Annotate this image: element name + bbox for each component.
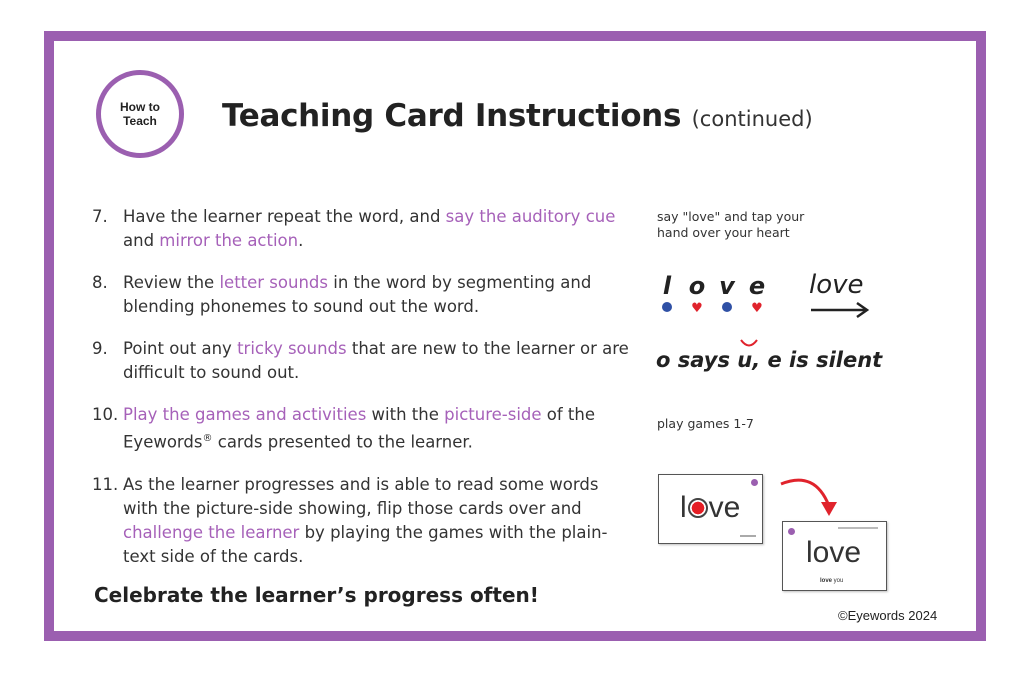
letter-v: v — [719, 272, 735, 300]
right-arrow-icon — [809, 300, 873, 320]
highlight-text: challenge the learner — [123, 522, 300, 542]
play-games-note: play games 1-7 — [657, 416, 754, 431]
card-caption: love you — [820, 578, 844, 584]
sound-dot-icon — [655, 302, 679, 314]
step-text: ® — [202, 433, 213, 444]
title-sub: (continued) — [691, 107, 813, 131]
picture-side-word: l ve — [680, 491, 741, 524]
brand-dot — [751, 479, 758, 486]
cue-line2: hand over your heart — [657, 225, 790, 240]
step-text: that are new to the learner or are difficult to sound out. — [123, 339, 629, 382]
cue-line1: say "love" and tap your — [657, 209, 805, 224]
step-item — [92, 473, 632, 569]
plain-text-word: love — [806, 536, 862, 569]
step-text: Point out any — [123, 339, 238, 358]
step-number: 8. — [92, 273, 108, 292]
picture-side-card — [658, 474, 763, 544]
step-item — [92, 205, 632, 253]
badge-line2: Teach — [123, 114, 157, 128]
brand-dot — [788, 528, 795, 535]
step-text: . — [298, 231, 304, 250]
page-title — [222, 98, 813, 134]
step-number: 7. — [92, 207, 108, 226]
step-text: in the word by segmenting and blending phonemes to sound out the word. — [123, 273, 592, 316]
step-number: 11. — [92, 474, 119, 494]
instruction-steps — [92, 205, 632, 587]
copyright: ©Eyewords 2024 — [838, 608, 938, 623]
letter-e: e — [748, 272, 766, 300]
step-number: 9. — [92, 339, 108, 358]
card-footer-mark — [740, 535, 756, 537]
flip-arrow-icon — [775, 472, 845, 522]
sound-dot-icon — [715, 302, 739, 314]
highlight-text: picture-side — [444, 405, 542, 424]
tricky-sound-rule: o says u, e is silent — [656, 348, 883, 372]
heart-icon: ♥ — [691, 301, 703, 316]
step-number: 10. — [92, 405, 119, 424]
step-text: by playing the games with the plain-text side of the cards. — [123, 522, 608, 566]
celebrate-text: Celebrate the learner’s progress often! — [94, 583, 539, 607]
highlight-text: tricky sounds — [237, 339, 347, 358]
step-text: As the learner progresses and is able to read some words with the picture-side showing, flip those cards over and — [123, 474, 599, 518]
how-to-teach-badge — [96, 70, 184, 158]
highlight-text: letter sounds — [219, 273, 328, 292]
step-item — [92, 271, 632, 319]
letter-l: l — [662, 272, 672, 300]
heart-o-image — [688, 498, 708, 518]
step-text: and — [123, 231, 160, 250]
step-text: cards presented to the learner. — [212, 432, 473, 452]
step-text: with the — [366, 405, 445, 424]
letter-o: o — [688, 272, 706, 300]
step-text: Review the — [123, 273, 220, 292]
step-item — [92, 403, 632, 455]
card-header-mark — [838, 527, 878, 529]
step-text: of the Eyewords — [123, 405, 596, 452]
highlight-text: mirror the action — [159, 231, 299, 250]
title-main: Teaching Card Instructions — [222, 98, 682, 134]
highlight-text: say the auditory cue — [445, 207, 616, 226]
badge-line1: How to — [120, 100, 160, 114]
plain-text-side-card — [782, 521, 887, 591]
auditory-cue — [657, 209, 857, 241]
heart-icon: ♥ — [751, 301, 763, 316]
step-text: Have the learner repeat the word, and — [123, 207, 446, 226]
blended-word: love — [809, 270, 864, 300]
step-item — [92, 337, 632, 385]
highlight-text: Play the games and activities — [123, 405, 367, 424]
